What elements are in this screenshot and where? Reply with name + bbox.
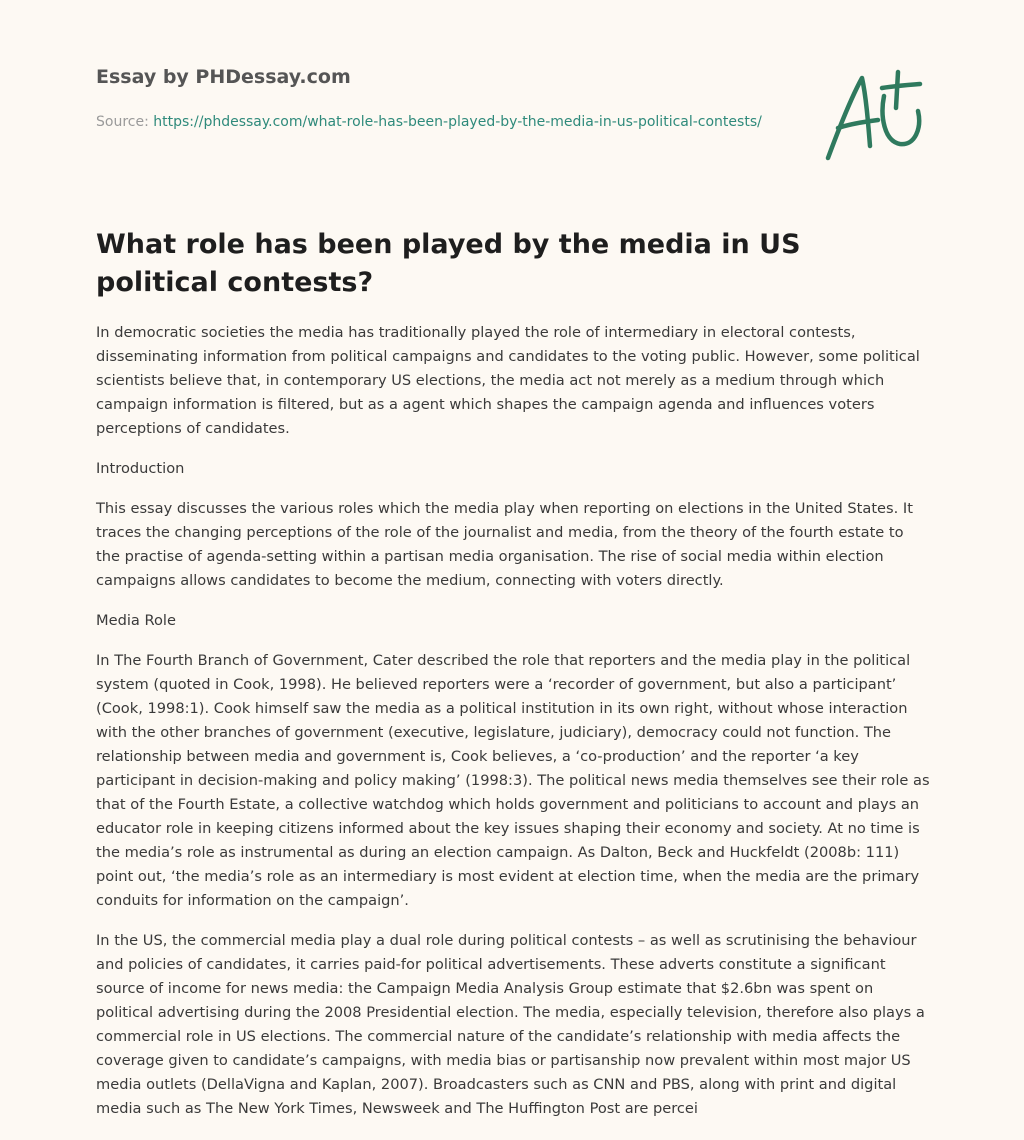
paragraph-commercial-media: In the US, the commercial media play a dual role during political contests – as well as scrutinising the behaviour and policies of candidates, it carries paid-for political advertisements. These adverts constitute a significant source of income for news media: the Campaign Media Analysis Group estimate that $2.6bn was spent on political advertising during the 2008 Presidential election. The media, especially television, therefore also plays a commercial role in US elections. The commercial nature of the candidate’s relationship with media affects the coverage given to candidate’s campaigns, with media bias or partisanship now prevalent within most major US media outlets (DellaVigna and Kaplan, 2007). Broadcasters such as CNN and PBS, along with print and digital media such as The New York Times, Newsweek and The Huffington Post are percei — [96, 932, 925, 1117]
source-line — [96, 112, 776, 133]
section-heading-introduction: Introduction — [96, 460, 185, 477]
paragraph-intro: In democratic societies the media has traditionally played the role of intermediary in electoral contests, disseminating information from political campaigns and candidates to the voting public. However, some political scientists believe that, in contemporary US elections, the media act not merely as a medium through which campaign information is filtered, but as a agent which shapes the campaign agenda and influences voters perceptions of candidates. — [96, 324, 920, 437]
site-title: Essay by PHDessay.com — [96, 66, 351, 88]
section-heading-media-role: Media Role — [96, 612, 176, 629]
a-plus-logo-svg — [820, 66, 930, 166]
a-plus-logo-icon — [820, 66, 930, 166]
essay-title: What role has been played by the media in US political contests? — [96, 229, 801, 298]
paragraph-essay-overview: This essay discusses the various roles which the media play when reporting on elections in the United States. It traces the changing perceptions of the role of the journalist and media, from the theory of the fourth estate to the practise of agenda-setting within a partisan media organisation. The rise of social media within election campaigns allows candidates to become the medium, connecting with voters directly. — [96, 500, 913, 589]
source-link[interactable]: https://phdessay.com/what-role-has-been-played-by-the-media-in-us-political-contests/ — [153, 114, 762, 130]
paragraph-media-role: In The Fourth Branch of Government, Cater described the role that reporters and the media play in the political system (quoted in Cook, 1998). He believed reporters were a ‘recorder of government, but also a participant’ (Cook, 1998:1). Cook himself saw the media as a political institution in its own right, without whose interaction with the other branches of government (executive, legislature, judiciary), democracy could not function. The relationship between media and government is, Cook believes, a ‘co-production’ and the reporter ‘a key participant in decision-making and policy making’ (1998:3). The political news media themselves see their role as that of the Fourth Estate, a collective watchdog which holds government and politicians to account and plays an educator role in keeping citizens informed about the key issues shaping their economy and society. At no time is the media’s role as instrumental as during an election campaign. As Dalton, Beck and Huckfeldt (2008b: 111) point out, ‘the media’s role as an intermediary is most evident at election time, when the media are the primary conduits for information on the campaign’. — [96, 652, 930, 909]
essay-body — [96, 321, 930, 1137]
source-label: Source: — [96, 114, 149, 130]
